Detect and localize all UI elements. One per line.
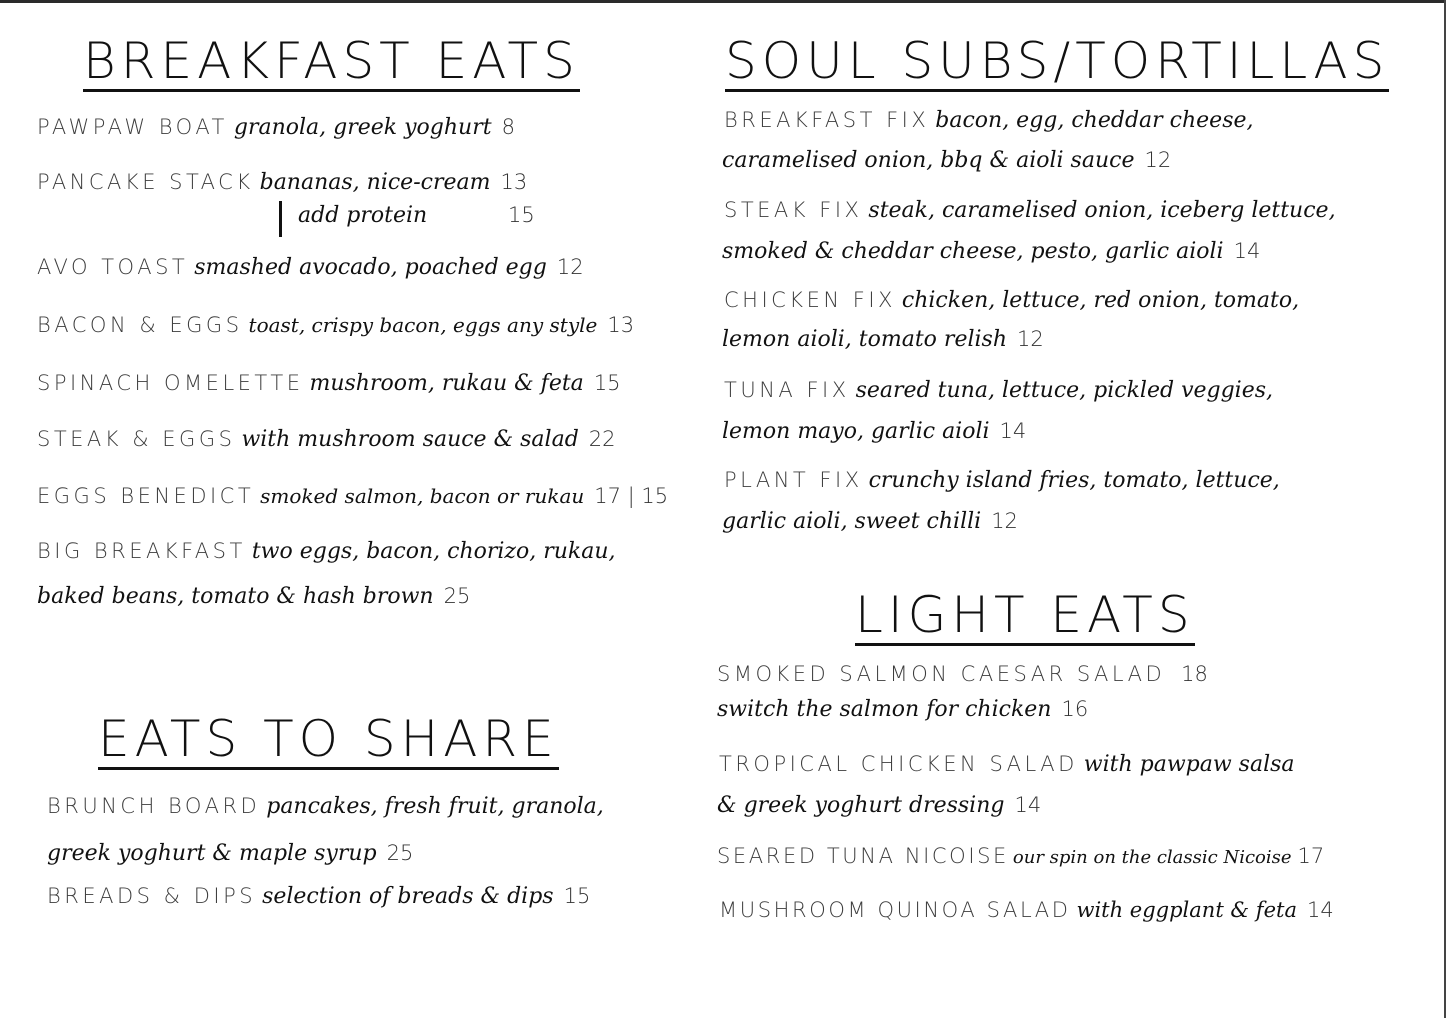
menu-item-mushroom-quinoa — [719, 899, 1334, 922]
item-price: 22 — [588, 427, 616, 451]
item-desc: chicken, lettuce, red onion, tomato, — [901, 288, 1300, 313]
item-price: 14 — [999, 419, 1027, 443]
item-desc-line2: & greek yoghurt dressing — [717, 793, 1005, 818]
item-name: BRUNCH BOARD — [47, 794, 261, 818]
menu-item-chicken-fix-cont — [722, 328, 1044, 351]
menu-item-breads-dips — [47, 885, 590, 908]
item-desc-line2: smoked & cheddar cheese, pesto, garlic aioli — [722, 239, 1224, 264]
item-desc: smoked salmon, bacon or rukau — [260, 484, 585, 508]
item-desc: with eggplant & feta — [1076, 898, 1297, 922]
item-desc-line2: baked beans, tomato & hash brown — [37, 584, 434, 609]
menu-item-tropical-chicken-cont — [717, 794, 1041, 817]
item-desc: toast, crispy bacon, eggs any style — [248, 313, 598, 337]
menu-item-plant-fix — [724, 469, 1280, 492]
menu-item-tuna-fix — [724, 379, 1273, 402]
item-name: STEAK FIX — [724, 198, 863, 222]
item-price: 25 — [386, 841, 414, 865]
item-name: STEAK & EGGS — [37, 427, 236, 451]
item-name: BREADS & DIPS — [47, 884, 257, 908]
item-price: 8 — [501, 115, 515, 139]
item-desc: smashed avocado, poached egg — [194, 255, 547, 280]
item-desc: steak, caramelised onion, iceberg lettuce, — [868, 198, 1336, 223]
item-desc-line2: caramelised onion, bbq & aioli sauce — [722, 148, 1135, 173]
item-price: 15 — [563, 884, 591, 908]
item-price: 12 — [1017, 327, 1044, 351]
menu-item-steak-eggs — [37, 428, 616, 451]
item-desc: with pawpaw salsa — [1083, 752, 1295, 777]
item-name: PLANT FIX — [724, 468, 863, 492]
addon-divider — [279, 201, 282, 237]
menu-item-steak-fix — [724, 199, 1336, 222]
menu-item-pawpaw-boat — [37, 116, 515, 139]
menu-item-steak-fix-cont — [722, 240, 1260, 263]
item-desc: pancakes, fresh fruit, granola, — [266, 794, 604, 819]
item-desc-line2: lemon aioli, tomato relish — [722, 327, 1007, 352]
item-price: 15 — [593, 371, 621, 395]
item-name: MUSHROOM QUINOA SALAD — [719, 898, 1071, 922]
item-price: 13 — [607, 313, 635, 337]
light-heading: LIGHT EATS — [855, 586, 1195, 644]
item-price: 17 — [1297, 844, 1325, 868]
item-price-alt: 16 — [1061, 697, 1089, 721]
menu-item-breakfast-fix-cont — [722, 149, 1171, 172]
item-desc: bacon, egg, cheddar cheese, — [935, 108, 1254, 133]
menu-item-eggs-benedict — [37, 485, 668, 508]
menu-item-salmon-caesar-cont — [717, 698, 1088, 721]
item-name: PANCAKE STACK — [37, 170, 254, 194]
item-desc: two eggs, bacon, chorizo, rukau, — [251, 539, 616, 564]
top-border — [0, 0, 1446, 3]
item-desc-line2: garlic aioli, sweet chilli — [722, 509, 982, 534]
item-desc: selection of breads & dips — [262, 884, 554, 909]
item-desc: crunchy island fries, tomato, lettuce, — [868, 468, 1280, 493]
item-desc-line2: switch the salmon for chicken — [717, 697, 1052, 722]
menu-item-bacon-eggs — [37, 314, 634, 337]
menu-item-brunch-board-cont — [47, 842, 413, 865]
item-price: 12 — [991, 509, 1018, 533]
item-price: 12 — [556, 255, 584, 279]
item-desc-line2: lemon mayo, garlic aioli — [722, 419, 990, 444]
item-desc: granola, greek yoghurt — [233, 115, 492, 140]
item-desc: our spin on the classic Nicoise — [1012, 847, 1292, 868]
menu-item-tuna-fix-cont — [722, 420, 1026, 443]
addon-price: 15 — [508, 203, 535, 227]
item-price: 14 — [1233, 239, 1261, 263]
menu-item-breakfast-fix — [724, 109, 1254, 132]
item-price: 25 — [443, 584, 471, 608]
menu-item-chicken-fix — [724, 289, 1299, 312]
item-price: 14 — [1306, 898, 1334, 922]
item-name: PAWPAW BOAT — [37, 115, 228, 139]
item-name: SPINACH OMELETTE — [37, 371, 304, 395]
item-price: 18 — [1181, 662, 1208, 686]
menu-item-pancake-stack — [37, 171, 527, 194]
menu-item-seared-tuna-nicoise — [717, 845, 1324, 868]
item-name: BIG BREAKFAST — [37, 539, 246, 563]
item-desc: mushroom, rukau & feta — [309, 371, 584, 396]
menu-item-salmon-caesar — [717, 663, 1208, 686]
menu-item-big-breakfast-cont — [37, 585, 470, 608]
item-name: SEARED TUNA NICOISE — [717, 844, 1009, 868]
item-name: BACON & EGGS — [37, 313, 243, 337]
menu-item-avo-toast — [37, 256, 584, 279]
menu-item-brunch-board — [47, 795, 604, 818]
item-price: 17 | 15 — [594, 484, 669, 508]
addon-desc: add protein — [298, 203, 428, 228]
item-name: EGGS BENEDICT — [37, 484, 255, 508]
item-desc: with mushroom sauce & salad — [241, 427, 579, 452]
item-price: 14 — [1014, 793, 1042, 817]
item-price: 12 — [1144, 148, 1172, 172]
item-desc-line2: greek yoghurt & maple syrup — [47, 841, 377, 866]
menu-item-big-breakfast — [37, 540, 616, 563]
item-name: SMOKED SALMON CAESAR SALAD — [717, 662, 1166, 686]
item-name: BREAKFAST FIX — [724, 108, 930, 132]
menu-item-pancake-addon — [298, 204, 535, 227]
item-price: 13 — [500, 170, 528, 194]
item-desc: seared tuna, lettuce, pickled veggies, — [855, 378, 1274, 403]
menu-item-tropical-chicken — [719, 753, 1295, 776]
item-name: AVO TOAST — [37, 255, 189, 279]
menu-item-plant-fix-cont — [722, 510, 1018, 533]
menu-item-spinach-omelette — [37, 372, 621, 395]
item-name: CHICKEN FIX — [724, 288, 896, 312]
share-heading: EATS TO SHARE — [98, 710, 559, 768]
item-desc: bananas, nice-cream — [259, 170, 491, 195]
subs-heading: SOUL SUBS/TORTILLAS — [725, 32, 1390, 90]
item-name: TUNA FIX — [724, 378, 850, 402]
breakfast-heading: BREAKFAST EATS — [83, 32, 580, 90]
item-name: TROPICAL CHICKEN SALAD — [719, 752, 1078, 776]
